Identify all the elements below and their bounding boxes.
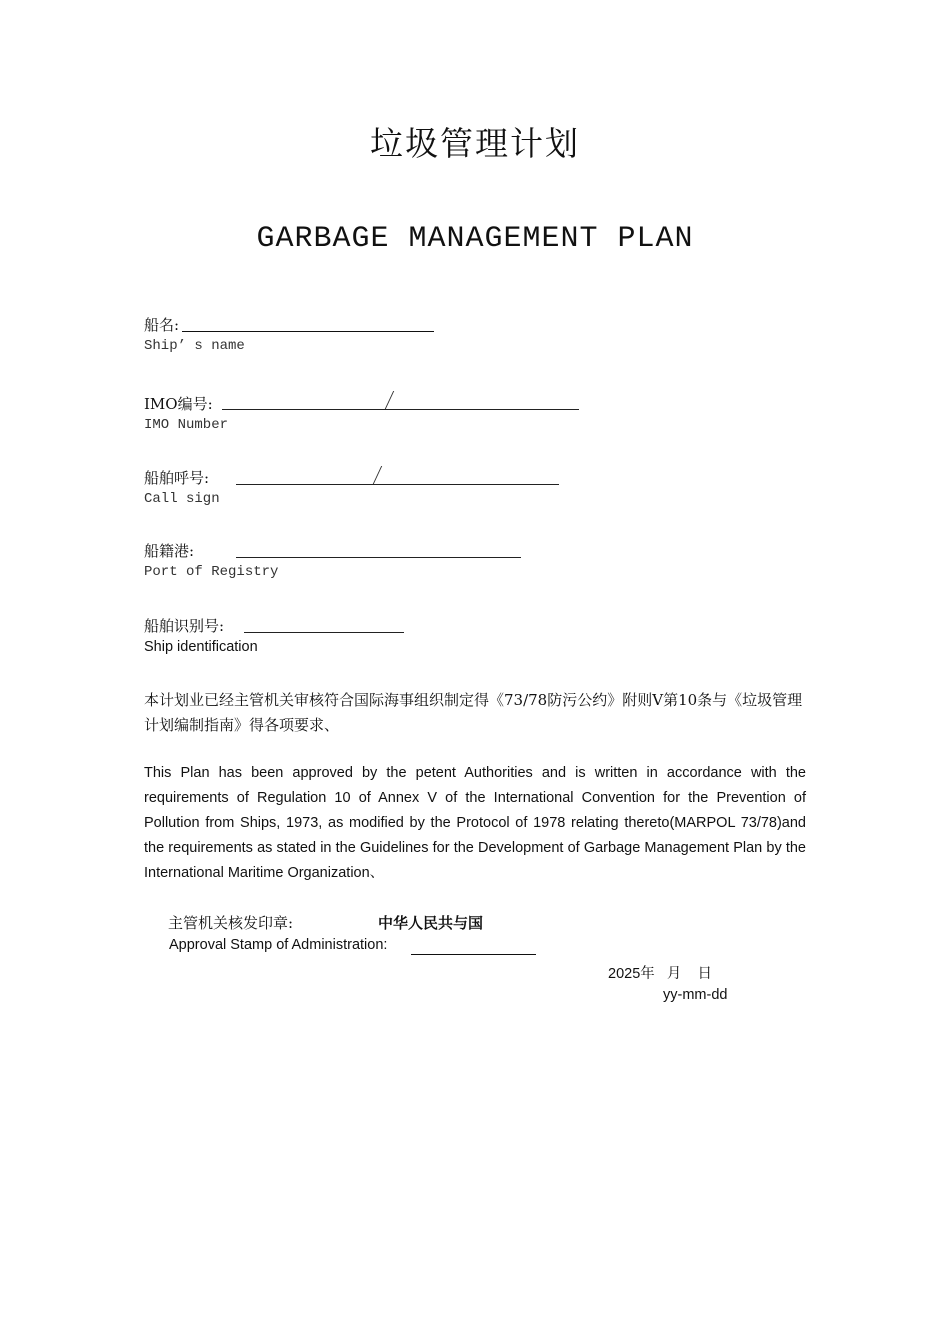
ship-name-label-en: Ship’ s name: [144, 338, 245, 354]
ship-name-input-line[interactable]: [182, 331, 434, 332]
port-registry-label-en: Port of Registry: [144, 564, 279, 580]
ship-id-input-line[interactable]: [244, 632, 404, 633]
approval-date-en: yy-mm-dd: [663, 987, 728, 1003]
port-registry-label-cn: 船籍港:: [144, 542, 195, 560]
title-chinese: 垃圾管理计划: [370, 124, 580, 163]
approval-stamp-label-en: Approval Stamp of Administration:: [169, 937, 388, 953]
approval-stamp-line[interactable]: [411, 954, 536, 955]
imo-label-cn: IMO编号:: [144, 395, 213, 413]
call-sign-slash-divider: [373, 466, 383, 484]
ship-name-label-cn: 船名:: [144, 316, 180, 334]
approval-country: 中华人民共与国: [378, 915, 484, 932]
call-sign-label-cn: 船舶呼号:: [144, 469, 210, 487]
approval-stamp-label-cn: 主管机关核发印章:: [168, 914, 294, 932]
statement-english: This Plan has been approved by the petent Authorities and is written in accordance with the requirements of Regulation 10 of Annex V of the International Convention for the Prevention of Pollution from Ships, 1973, as modified by the Protocol of 1978 relating thereto(MARPOL 73/78)and the requirements as stated in the Guidelines for the Development of Garbage Management Plan by the International Maritime Organization、: [144, 765, 806, 881]
call-sign-input-line[interactable]: [236, 484, 559, 485]
field-call-sign: [144, 467, 220, 509]
port-registry-input-line[interactable]: [236, 557, 521, 558]
imo-slash-divider: [385, 391, 395, 409]
field-ship-name: [144, 314, 245, 356]
ship-id-label-en: Ship identification: [144, 639, 258, 655]
imo-input-line[interactable]: [222, 409, 579, 410]
imo-label-en: IMO Number: [144, 417, 229, 433]
ship-id-label-cn: 船舶识别号:: [144, 617, 225, 635]
statement-chinese: 本计划业已经主管机关审核符合国际海事组织制定得《73/78防污公约》附则V第10条与《垃圾管理计划编制指南》得各项要求、: [144, 691, 803, 734]
field-ship-identification: [144, 615, 258, 657]
field-imo-number: [144, 393, 228, 435]
approval-date-cn: 2025年 月 日: [608, 966, 712, 982]
field-port-registry: [144, 540, 278, 582]
call-sign-label-en: Call sign: [144, 491, 220, 507]
title-english: GARBAGE MANAGEMENT PLAN: [256, 222, 694, 256]
